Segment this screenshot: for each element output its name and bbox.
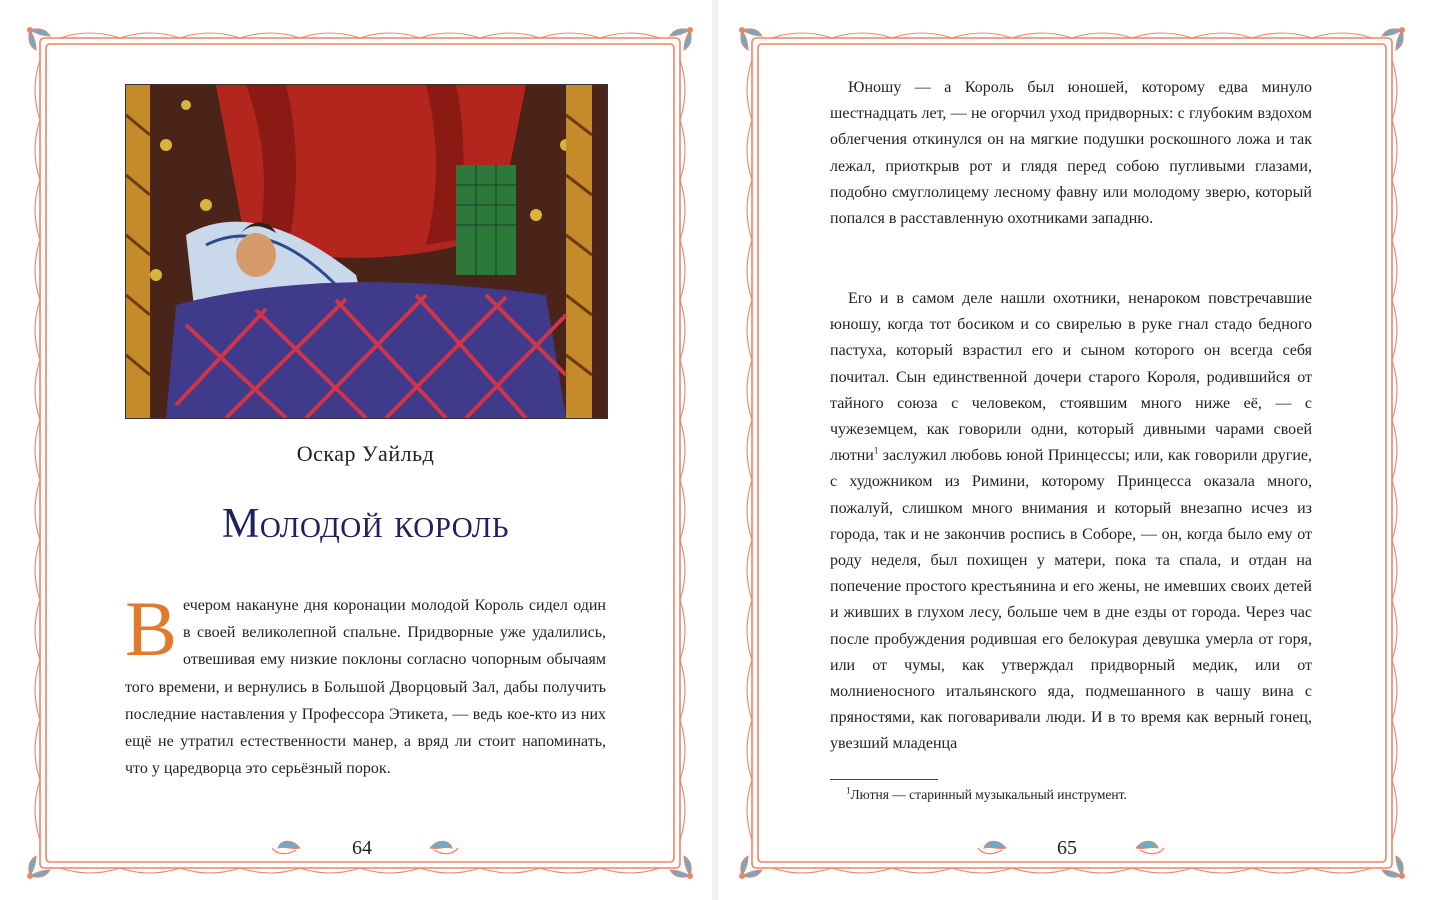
paragraph-2: [830, 286, 1312, 758]
drop-cap: В: [125, 585, 178, 672]
left-page: [0, 0, 712, 900]
opening-paragraph-text: ечером накануне дня коронации молодой Король сидел один в своей великолепной спальне. Придворные уже удалились, отвешивая ему низкие поклоны согласно чопорным обычаям того времени, и вернулись в Большой Дворцовый Зал, дабы получить последние наставления у Профессора Этикета, — ведь кое-кто из них ещё не утратил естественности манер, а вряд ли стоит напоминать, что у царедворца это серьёзный порок.: [125, 597, 606, 778]
paragraph-1: Юношу — а Король был юношей, которому едва минуло шестнадцать лет, — не огорчил уход придворных: с глубоким вздохом облегчения откинулся он на мягкие подушки роскошного ложа и так лежал, приоткрыв рот и глядя перед собою пугливыми глазами, подобно смуглолицему лесному фавну или молодому зверю, который попался в расставленную охотниками западню.: [830, 79, 1312, 228]
story-title: Молодой король: [221, 501, 510, 547]
bedroom-illustration: [125, 84, 608, 419]
paragraph-2-part-1: Его и в самом деле нашли охотники, ненароком повстречавшие юношу, когда тот босиком и со свирелью в руке гнал стадо бедного пастуха, который взрастил его и сыном которого он всегда себя почитал. Сын единственной дочери старого Короля, родившийся от тайного союза с человеком, стоявшим много ниже её, — с чужеземцем, как говорили одни, который дивными чарами своей лютни: [830, 290, 1312, 465]
footnote-reference[interactable]: 1: [873, 445, 879, 456]
author-name: Оскар Уайльд: [296, 441, 435, 466]
page-number-right: 65: [1057, 837, 1077, 859]
footnote-text: Лютня — старинный музыкальный инструмент.: [850, 787, 1127, 802]
paragraph-2-part-2: заслужил любовь юной Принцессы; или, как говорили другие, с художником из Римини, которому Принцесса оказала много, пожалуй, слишком много внимания и который внезапно исчез из города, так и не закончив роспись в Соборе, — он, когда было ему от роду неделя, был похищен у матери, пока та спала, и отдан на попечение простого крестьянина и его жены, не имевших своих детей и живших в глухом лесу, больше чем в дне езды от города. Через час после пробуждения родившая его белокурая девушка умерла от горя, или от чумы, как утверждал придворный медик, или от молниеносного итальянского яда, подмешанного в чашу вина с пряностями, как поговаривали люди. И в то время как верный гонец, увезший младенца: [830, 447, 1312, 753]
footnote-mark: 1: [846, 785, 851, 796]
footnote: [846, 787, 1127, 803]
page-number-left: 64: [352, 837, 372, 859]
opening-paragraph: [125, 585, 606, 782]
footnote-divider: [830, 779, 938, 780]
